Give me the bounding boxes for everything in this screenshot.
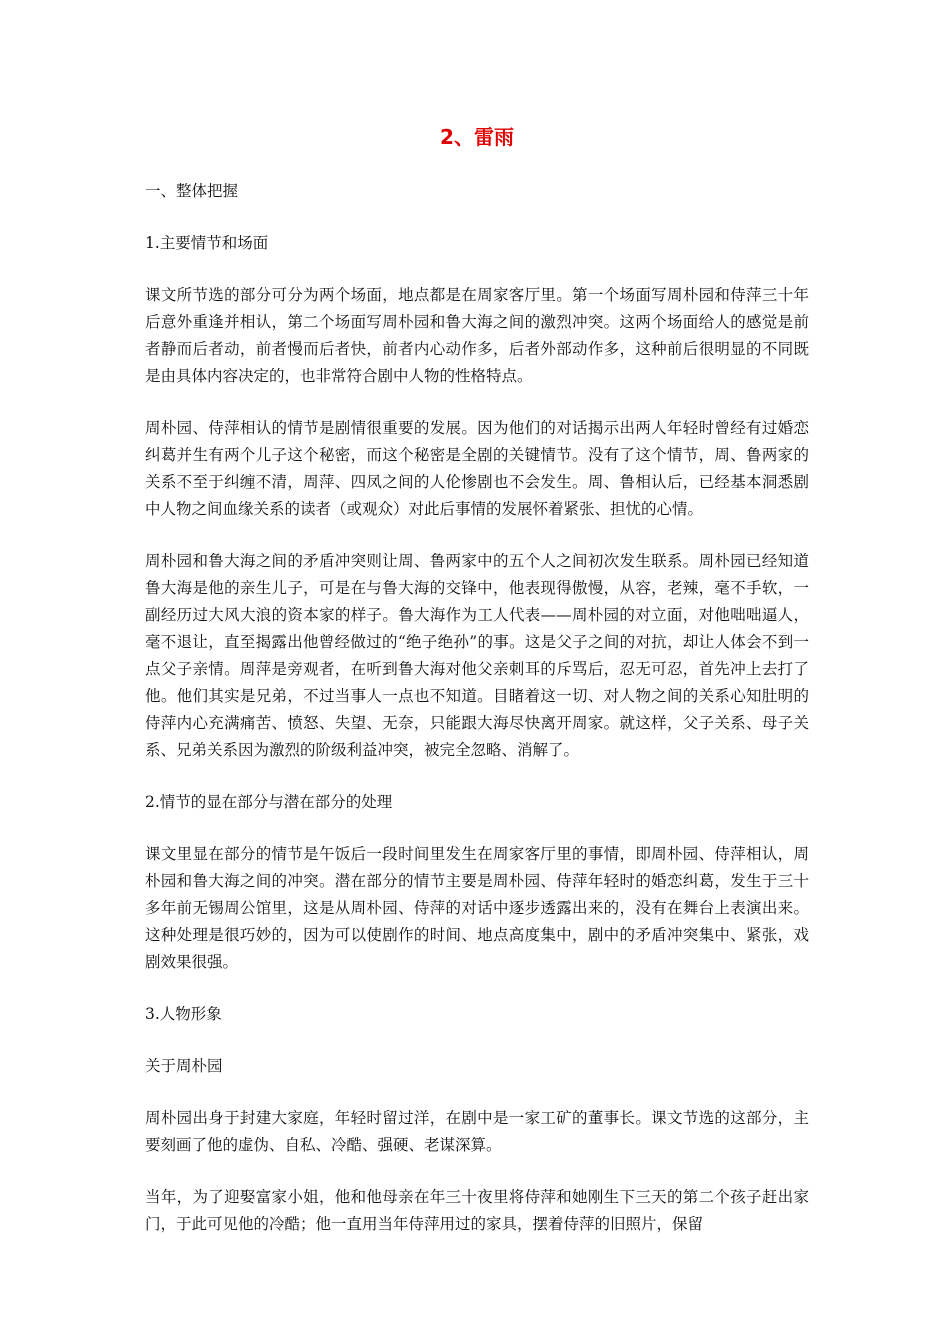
document-title: 2、雷雨: [440, 125, 514, 149]
subsection-heading-character: 3.人物形象: [145, 1005, 222, 1023]
paragraph: 当年，为了迎娶富家小姐，他和他母亲在年三十夜里将侍萍和她刚生下三天的第二个孩子赶出家门，于此可见他的冷酷；他一直用当年侍萍用过的家具，摆着侍萍的旧照片，保留: [145, 1188, 809, 1233]
section-heading-overview: 一、整体把握: [145, 182, 239, 200]
paragraph: 周朴园出身于封建大家庭，年轻时留过洋，在剧中是一家工矿的董事长。课文节选的这部分，主要刻画了他的虚伪、自私、冷酷、强硬、老谋深算。: [145, 1109, 809, 1154]
paragraph: 周朴园和鲁大海之间的矛盾冲突则让周、鲁两家中的五个人之间初次发生联系。周朴园已经知道鲁大海是他的亲生儿子，可是在与鲁大海的交锋中，他表现得傲慢，从容，老辣，毫不手软，一副经历过大风大浪的资本家的样子。鲁大海作为工人代表——周朴园的对立面，对他咄咄逼人，毫不退让，直至揭露出他曾经做过的“绝子绝孙”的事。这是父子之间的对抗，却让人体会不到一点父子亲情。周萍是旁观者，在听到鲁大海对他父亲刺耳的斥骂后，忍无可忍，首先冲上去打了他。他们其实是兄弟，不过当事人一点也不知道。目睹着这一切、对人物之间的关系心知肚明的侍萍内心充满痛苦、愤怒、失望、无奈，只能跟大海尽快离开周家。就这样，父子关系、母子关系、兄弟关系因为激烈的阶级利益冲突，被完全忽略、消解了。: [145, 552, 809, 759]
paragraph: 课文里显在部分的情节是午饭后一段时间里发生在周家客厅里的事情，即周朴园、侍萍相认，周朴园和鲁大海之间的冲突。潜在部分的情节主要是周朴园、侍萍年轻时的婚恋纠葛，发生于三十多年前无锡周公馆里，这是从周朴园、侍萍的对话中逐步透露出来的，没有在舞台上表演出来。这种处理是很巧妙的，因为可以使剧作的时间、地点高度集中，剧中的矛盾冲突集中、紧张，戏剧效果很强。: [145, 845, 809, 971]
subsection-heading-plot: 1.主要情节和场面: [145, 234, 269, 252]
subsection-heading-handling: 2.情节的显在部分与潜在部分的处理: [145, 793, 393, 811]
character-heading-zhou: 关于周朴园: [145, 1057, 223, 1075]
paragraph: 周朴园、侍萍相认的情节是剧情很重要的发展。因为他们的对话揭示出两人年轻时曾经有过婚恋纠葛并生有两个儿子这个秘密，而这个秘密是全剧的关键情节。没有了这个情节，周、鲁两家的关系不至于纠缠不清，周萍、四凤之间的人伦惨剧也不会发生。周、鲁相认后，已经基本洞悉剧中人物之间血缘关系的读者（或观众）对此后事情的发展怀着紧张、担忧的心情。: [145, 419, 809, 518]
paragraph: 课文所节选的部分可分为两个场面，地点都是在周家客厅里。第一个场面写周朴园和侍萍三十年后意外重逢并相认，第二个场面写周朴园和鲁大海之间的激烈冲突。这两个场面给人的感觉是前者静而后者动，前者慢而后者快，前者内心动作多，后者外部动作多，这种前后很明显的不同既是由具体内容决定的，也非常符合剧中人物的性格特点。: [145, 286, 809, 385]
document-body: [145, 122, 809, 1263]
